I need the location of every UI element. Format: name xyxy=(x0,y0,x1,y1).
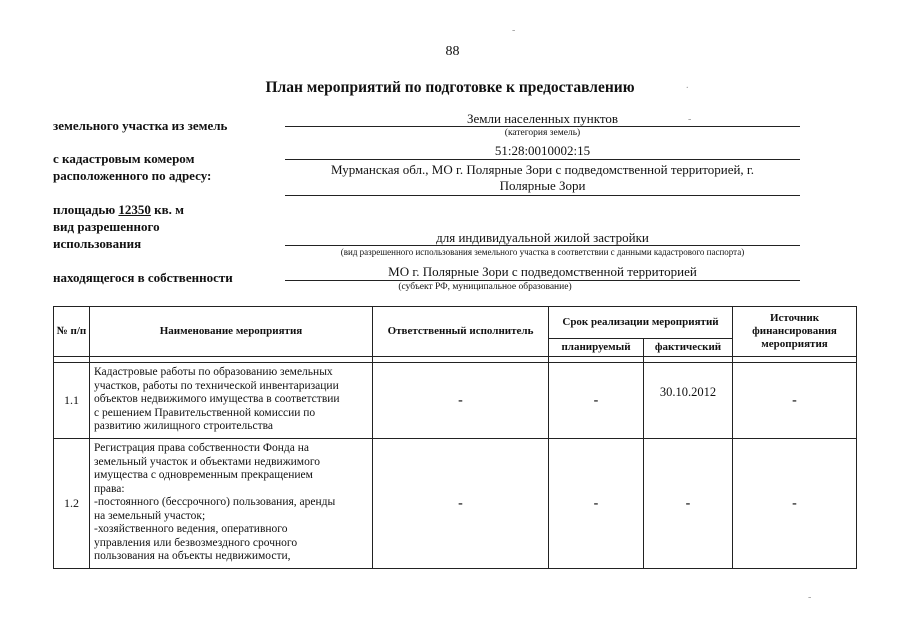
row-responsible: - xyxy=(373,363,549,439)
ownership-line xyxy=(285,280,800,281)
land-category-line xyxy=(285,126,800,127)
permitted-use-line xyxy=(285,245,800,246)
row-actual: 30.10.2012 xyxy=(644,363,733,439)
header-num: № п/п xyxy=(54,307,90,357)
row-name-line: объектов недвижимого имущества в соответствии xyxy=(94,393,340,405)
land-category-value: Земли населенных пунктов xyxy=(467,111,618,126)
land-category-caption: (категория земель) xyxy=(504,128,581,138)
area-prefix: площадью xyxy=(53,202,116,217)
scan-speck: . xyxy=(686,80,689,91)
row-responsible: - xyxy=(373,439,549,569)
header-source: Источник финансирования мероприятия xyxy=(733,307,857,357)
row-name xyxy=(90,439,373,569)
row-name-line: земельный участок и объектами недвижимого xyxy=(94,455,321,468)
row-planned: - xyxy=(549,363,644,439)
permitted-use-caption: (вид разрешенного использования земельного участка в соответствии с данными кадастрового паспорта) xyxy=(340,247,745,257)
row-actual: - xyxy=(644,439,733,569)
row-name-line: с решением Правительственной комиссии по xyxy=(94,406,316,419)
scan-speck: - xyxy=(512,25,516,36)
row-num: 1.1 xyxy=(54,363,90,439)
row-name-line: -хозяйственного ведения, оперативного xyxy=(94,523,288,535)
row-name-line: -постоянного (бессрочного) пользования, аренды xyxy=(94,496,336,508)
row-name-line: на земельный участок; xyxy=(94,509,206,522)
row-name-line: управления или безвозмездного срочного xyxy=(94,536,298,549)
row-name-line: участков, работы по технической инвентаризации xyxy=(94,379,339,392)
cadastral-number: 51:28:0010002:15 xyxy=(494,143,591,158)
address-line-1: Мурманская обл., МО г. Полярные Зори с подведомственной территорией, г. xyxy=(330,162,755,177)
document-title: План мероприятий по подготовке к предоставлению xyxy=(265,79,635,96)
header-term: Срок реализации мероприятий xyxy=(549,307,733,339)
row-source: - xyxy=(733,363,857,439)
permitted-use-value: для индивидуальной жилой застройки xyxy=(436,230,649,245)
table-row xyxy=(54,439,857,569)
row-name xyxy=(90,363,373,439)
area-field xyxy=(53,201,184,218)
ownership-label: находящегося в собственности xyxy=(53,270,233,285)
header-responsible: Ответственный исполнитель xyxy=(373,307,549,357)
address-label: расположенного по адресу: xyxy=(53,168,212,183)
cadastral-line xyxy=(285,159,800,160)
address-line xyxy=(285,195,800,196)
scan-speck: - xyxy=(688,114,692,125)
row-name-line: имущества с одновременным прекращением xyxy=(94,469,313,481)
row-name-line: пользования на объекты недвижимости, xyxy=(94,550,291,562)
cadastral-label: с кадастровым комером xyxy=(53,151,195,166)
address-line-2: Полярные Зори xyxy=(499,178,586,193)
header-name: Наименование мероприятия xyxy=(90,307,373,357)
area-unit: кв. м xyxy=(154,202,185,217)
scan-speck: - xyxy=(808,592,812,603)
land-category-label: земельного участка из земель xyxy=(53,118,228,133)
row-name-line: развитию жилищного строительства xyxy=(94,420,273,432)
ownership-caption: (субъект РФ, муниципальное образование) xyxy=(398,282,572,292)
ownership-value: МО г. Полярные Зори с подведомственной территорией xyxy=(388,264,697,279)
row-planned: - xyxy=(549,439,644,569)
row-source: - xyxy=(733,439,857,569)
row-name-line: права: xyxy=(94,482,125,495)
page-number: 88 xyxy=(445,44,460,59)
table-header-row xyxy=(54,307,857,339)
row-name-line: Кадастровые работы по образованию земельных xyxy=(94,366,333,378)
permitted-use-label-2: использования xyxy=(53,236,142,251)
row-name-line: Регистрация права собственности Фонда на xyxy=(94,442,309,454)
measures-table xyxy=(53,306,857,569)
header-planned: планируемый xyxy=(549,339,644,357)
area-value: 12350 xyxy=(118,202,151,217)
header-actual: фактический xyxy=(644,339,733,357)
permitted-use-label-1: вид разрешенного xyxy=(53,219,160,234)
row-num: 1.2 xyxy=(54,439,90,569)
table-row xyxy=(54,363,857,439)
